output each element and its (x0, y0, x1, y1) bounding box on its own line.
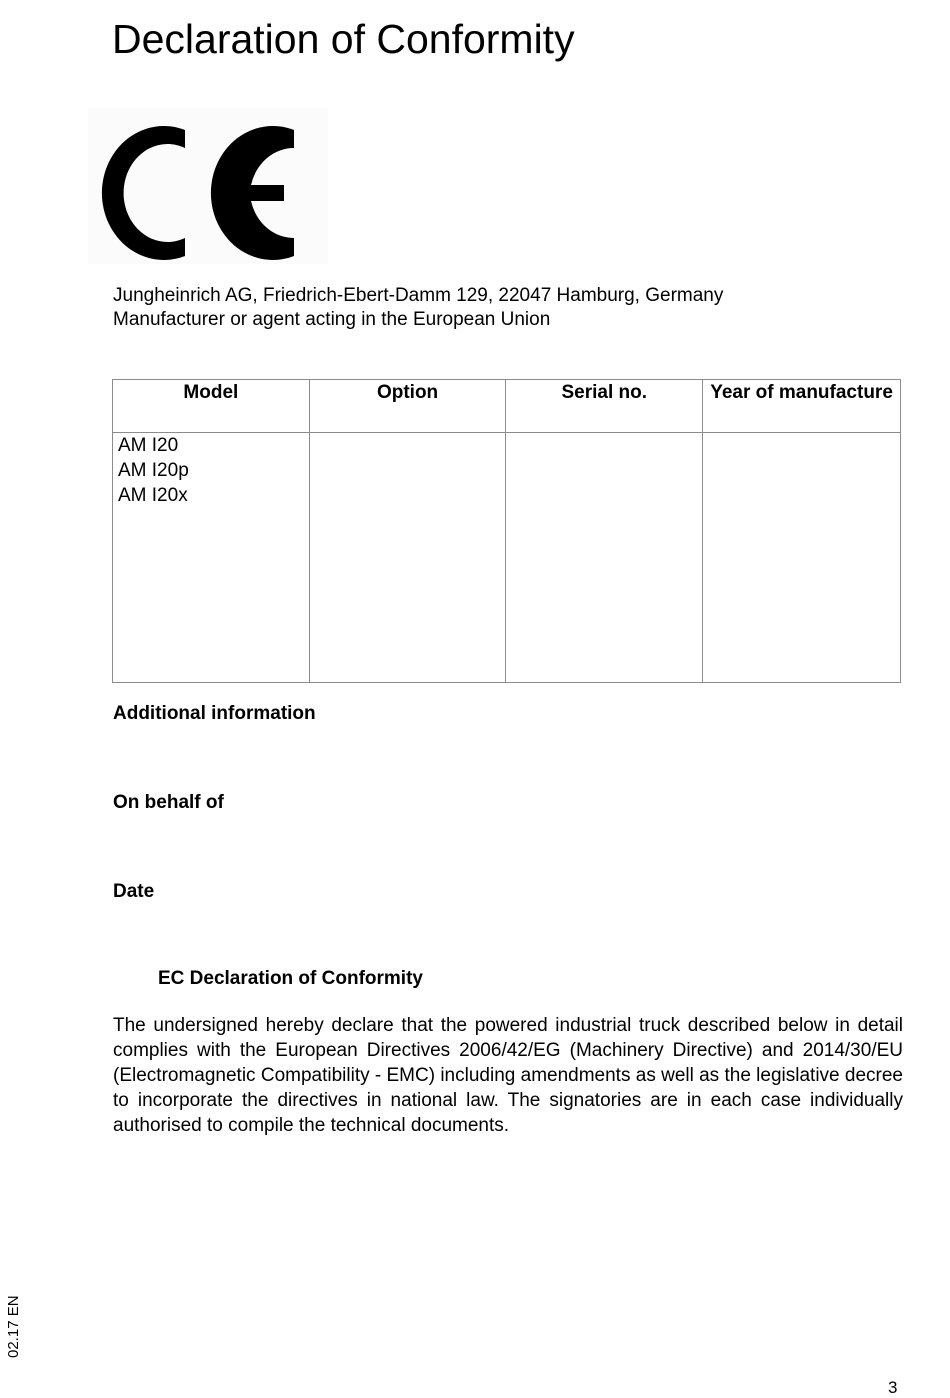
ce-mark-icon (88, 108, 328, 264)
model-am-i20x: AM I20x (118, 485, 188, 506)
additional-information-label: Additional information (113, 703, 316, 724)
header-serial-no: Serial no. (506, 380, 703, 433)
header-model: Model (113, 380, 310, 433)
ec-declaration-heading: EC Declaration of Conformity (158, 968, 423, 989)
page-number: 3 (888, 1378, 898, 1397)
manufacturer-address: Jungheinrich AG, Friedrich-Ebert-Damm 129, 22047 Hamburg, Germany (113, 285, 724, 306)
model-table (112, 379, 901, 683)
date-label: Date (113, 881, 155, 902)
cell-serial-no (506, 433, 703, 683)
page-title: Declaration of Conformity (112, 16, 575, 62)
table-row (113, 433, 901, 683)
ec-declaration-text: The undersigned hereby declare that the powered industrial truck described below in detail complies with the European Directives 2006/42/EG (Machinery Directive) and 2014/30/EU (Electromagnetic Compatibility - EMC) including amendments as well as the legislative decree to incorporate the directives in national law. The signatories are in each case individually authorised to compile the technical documents. (113, 1015, 903, 1136)
model-am-i20p: AM I20p (118, 460, 189, 481)
table-header-row (113, 380, 901, 433)
manufacturer-role: Manufacturer or agent acting in the European Union (113, 309, 551, 330)
header-option: Option (309, 380, 506, 433)
cell-option (309, 433, 506, 683)
ce-mark-logo (88, 108, 328, 264)
model-am-i20: AM I20 (118, 435, 179, 456)
manufacturer-block (113, 284, 723, 332)
on-behalf-of-label: On behalf of (113, 792, 224, 813)
header-year-of-manufacture: Year of manufacture (703, 380, 901, 433)
document-code: 02.17 EN (5, 1295, 22, 1358)
cell-models (113, 433, 310, 683)
cell-year-of-manufacture (703, 433, 901, 683)
